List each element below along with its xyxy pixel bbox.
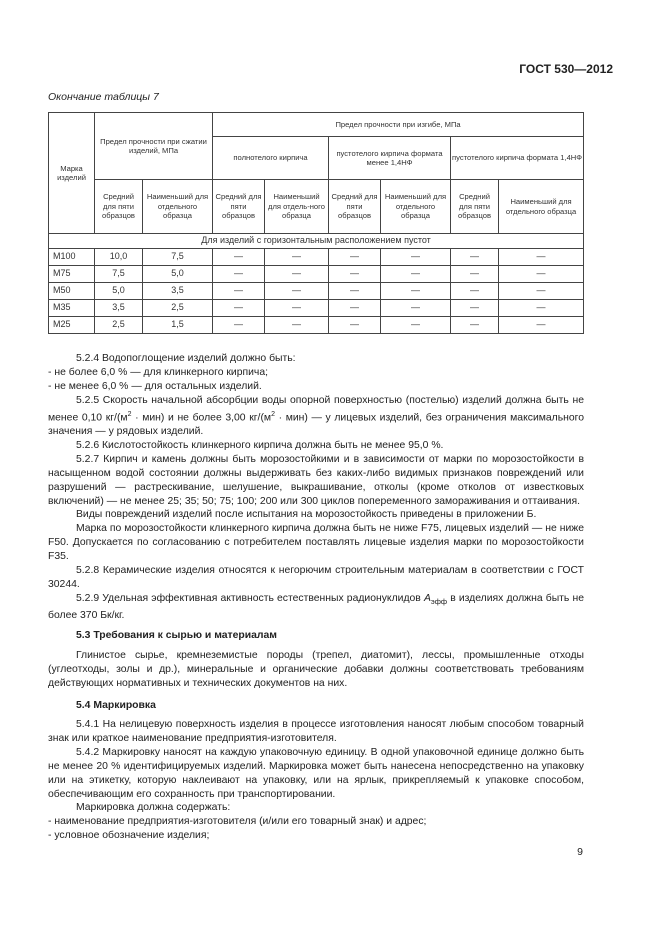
paragraph: Глинистое сырье, кремнеземистые породы (трепел, диатомит), лессы, промышленные отходы (углеотходы, золы и др.), минеральные и органические добавки должны соответствовать требованиям действующих нормативных и технических документов на них. <box>48 650 584 689</box>
header-min: Наименьший для отдельного образца <box>143 180 213 234</box>
table-cell: — <box>265 249 329 266</box>
list-item: - условное обозначение изделия; <box>48 830 210 842</box>
table-caption: Окончание таблицы 7 <box>48 91 159 103</box>
table-cell: — <box>499 266 584 283</box>
table-cell: — <box>213 249 265 266</box>
table-cell: 2,5 <box>95 317 143 334</box>
table-cell: — <box>213 317 265 334</box>
paragraph <box>48 592 584 623</box>
table-cell: — <box>213 300 265 317</box>
subscript: эфф <box>430 596 448 606</box>
table-cell: — <box>265 300 329 317</box>
header-full-brick: полнотелого кирпича <box>213 137 329 180</box>
list-item: - наименование предприятия-изготовителя (и/или его товарный знак) и адрес; <box>48 816 427 828</box>
paragraph: 5.4.1 На нелицевую поверхность изделия в процессе изготовления наносят любым способом товарный знак или краткое наименование предприятия-изготовителя. <box>48 719 584 744</box>
section-5-4-text <box>48 718 584 843</box>
document-code: ГОСТ 530—2012 <box>519 62 613 76</box>
table-row <box>49 266 584 283</box>
table-cell: М35 <box>49 300 95 317</box>
superscript: 2 <box>127 410 132 418</box>
table-section-row: Для изделий с горизонтальным расположением пустот <box>49 234 584 249</box>
text-run: · мин) — у лицевых изделий, без ограничения максимального значения — у рядовых изделий. <box>48 412 585 437</box>
table-cell: М50 <box>49 283 95 300</box>
table-cell: 7,5 <box>95 266 143 283</box>
table-row <box>49 283 584 300</box>
table-cell: — <box>381 283 451 300</box>
table-cell: — <box>329 300 381 317</box>
table-cell: — <box>213 283 265 300</box>
text-run: в изделиях должна быть не более 370 Бк/кг. <box>48 592 584 621</box>
header-bend: Предел прочности при изгибе, МПа <box>213 113 584 137</box>
table-cell: — <box>499 300 584 317</box>
header-min: Наименьший для отдель-ного образца <box>265 180 329 234</box>
table-cell: — <box>499 249 584 266</box>
table-cell: М100 <box>49 249 95 266</box>
table-cell: — <box>381 300 451 317</box>
table-cell: 7,5 <box>143 249 213 266</box>
symbol: А <box>423 592 431 604</box>
section-5-4 <box>48 699 584 713</box>
header-mark: Марка изделий <box>49 113 95 234</box>
paragraph: 5.2.7 Кирпич и камень должны быть морозостойкими и в зависимости от марки по морозостойкости в насыщенном водой состоянии должны выдерживать без каких-либо видимых признаков повреждений или разрушений — растрескивание, шелушение, выкрашивание, отколы (кроме отколов от известковых включений) — не менее 25; 35; 50; 75; 100; 200 или 300 циклов попеременного замораживания и оттаивания. <box>48 453 584 507</box>
list-item: - не более 6,0 % — для клинкерного кирпича; <box>48 366 269 378</box>
page-number: 9 <box>577 846 583 858</box>
table-cell: — <box>381 266 451 283</box>
paragraph: Марка по морозостойкости клинкерного кирпича должна быть не ниже F75, лицевых изделий — не ниже F50. Допускается по согласованию с потребителем поставлять лицевые изделия марки по морозостойкости F35. <box>48 523 584 563</box>
table-cell: — <box>499 283 584 300</box>
paragraph: 5.4.2 Маркировку наносят на каждую упаковочную единицу. В одной упаковочной единице должно быть не менее 20 % идентифицируемых изделий. Маркировка может быть нанесена непосредственно на упаковку или на этикетку, которую наклеивают на упаковку, или на ярлык, прикрепляемый к упаковке способом, обеспечивающим его сохранность при транспортировании. <box>48 746 584 800</box>
header-hollow-14nf: пустотелого кирпича формата 1,4НФ <box>451 137 584 180</box>
text-run: · мин) и не более 3,00 кг/(м <box>131 412 272 424</box>
section-heading: 5.4 Маркировка <box>76 700 156 711</box>
table-cell: М75 <box>49 266 95 283</box>
table-cell: 3,5 <box>95 300 143 317</box>
table-cell: — <box>451 300 499 317</box>
table-cell: 2,5 <box>143 300 213 317</box>
table-cell: — <box>451 249 499 266</box>
header-avg: Средний для пяти образцов <box>95 180 143 234</box>
header-avg: Средний для пяти образцов <box>329 180 381 234</box>
table-cell: — <box>329 266 381 283</box>
section-5-3 <box>48 629 584 643</box>
table-cell: — <box>265 266 329 283</box>
header-min: Наименьший для отдельного образца <box>499 180 584 234</box>
header-avg: Средний для пяти образцов <box>213 180 265 234</box>
table-cell: 3,5 <box>143 283 213 300</box>
superscript: 2 <box>271 410 275 418</box>
table-row <box>49 317 584 334</box>
table-cell: 10,0 <box>95 249 143 266</box>
header-compress: Предел прочности при сжатии изделий, МПа <box>95 113 213 180</box>
text-run: 5.2.9 Удельная эффективная активность естественных радионуклидов <box>76 592 424 604</box>
table-cell: — <box>451 317 499 334</box>
table-cell: — <box>499 317 584 334</box>
table-cell: — <box>213 266 265 283</box>
section-5-3-text <box>48 649 584 691</box>
header-hollow-small: пустотелого кирпича формата менее 1,4НФ <box>329 137 451 180</box>
table-cell: — <box>381 317 451 334</box>
list-item: - не менее 6,0 % — для остальных изделий. <box>48 380 262 392</box>
strength-table <box>48 112 584 334</box>
table-cell: 1,5 <box>143 317 213 334</box>
paragraph <box>48 394 584 439</box>
paragraph: 5.2.6 Кислотостойкость клинкерного кирпича должна быть не менее 95,0 %. <box>76 439 444 451</box>
paragraph: 5.2.4 Водопоглощение изделий должно быть: <box>76 353 296 364</box>
table-cell: — <box>329 283 381 300</box>
paragraph: Маркировка должна содержать: <box>76 802 231 814</box>
text-run: 5.2.5 Скорость начальной абсорбции воды опорной поверхностью (постелью) изделий должна быть не менее 0,10 кг/(м <box>48 394 584 424</box>
table-cell: — <box>451 283 499 300</box>
table-cell: — <box>451 266 499 283</box>
paragraph: Виды повреждений изделий после испытания на морозостойкость приведены в приложении Б. <box>76 509 537 521</box>
table-cell: 5,0 <box>95 283 143 300</box>
header-min: Наименьший для отдельного образца <box>381 180 451 234</box>
section-heading: 5.3 Требования к сырью и материалам <box>76 630 277 641</box>
table-cell: — <box>265 317 329 334</box>
table-cell: М25 <box>49 317 95 334</box>
table-cell: — <box>265 283 329 300</box>
header-avg: Средний для пяти образцов <box>451 180 499 234</box>
table-cell: 5,0 <box>143 266 213 283</box>
table-cell: — <box>329 317 381 334</box>
table-cell: — <box>381 249 451 266</box>
table-row <box>49 249 584 266</box>
section-5-2-text <box>48 352 584 623</box>
table-cell: — <box>329 249 381 266</box>
paragraph: 5.2.8 Керамические изделия относятся к негорючим строительным материалам в соответствии с ГОСТ 30244. <box>48 565 584 590</box>
table-row <box>49 300 584 317</box>
